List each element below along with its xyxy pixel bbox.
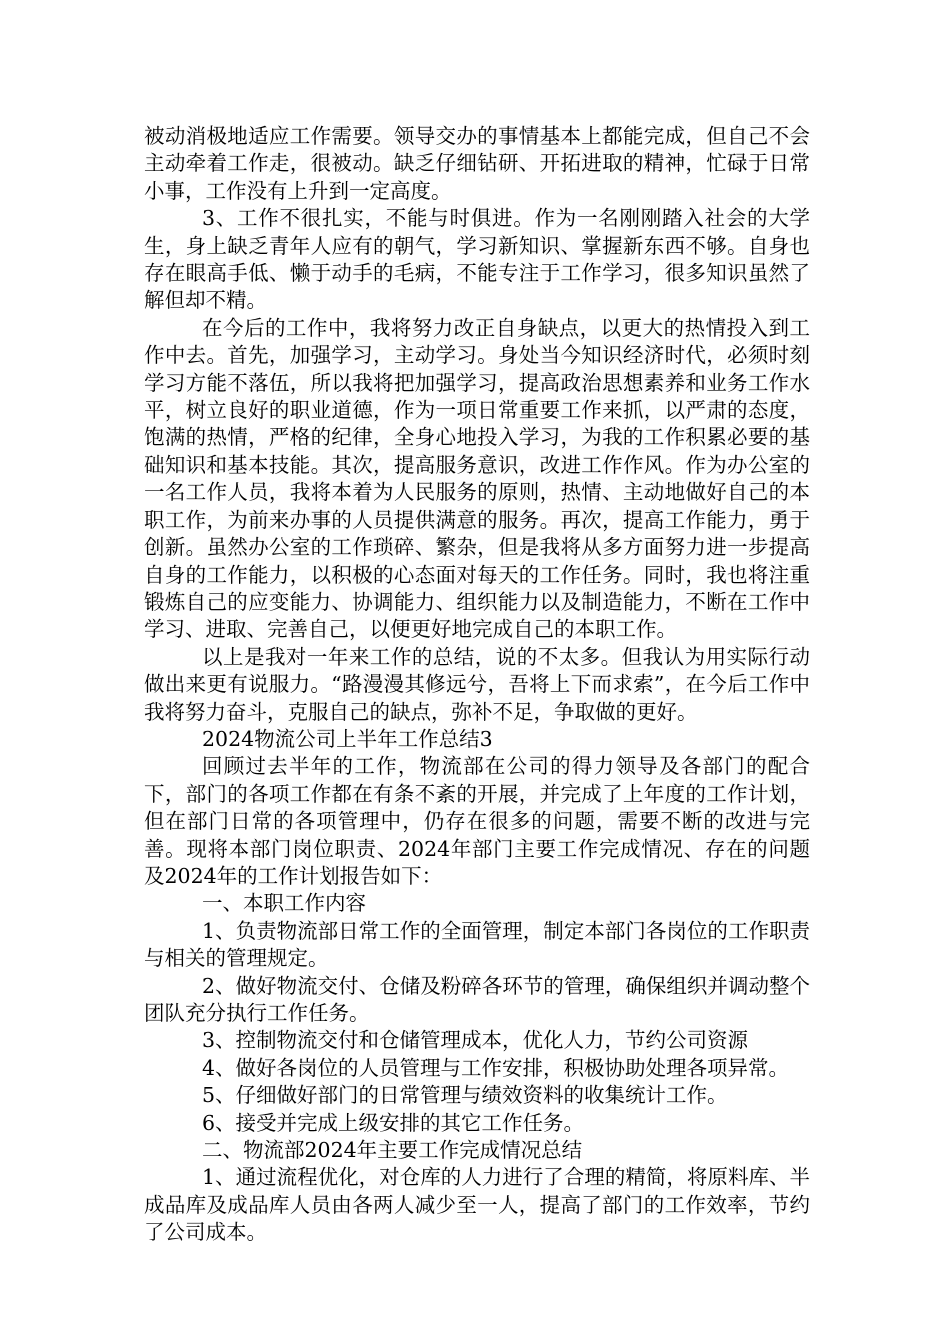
document-body [144,123,810,1247]
list-item-1: 1、负责物流部日常工作的全面管理，制定本部门各岗位的工作职责与相关的管理规定。 [144,918,810,971]
list-item-4: 4、做好各岗位的人员管理与工作安排，积极协助处理各项异常。 [202,1055,790,1080]
paragraph-1: 被动消极地适应工作需要。领导交办的事情基本上都能完成，但自己不会主动牵着工作走，很被动。缺乏仔细钻研、开拓进取的精神，忙碌于日常小事，工作没有上升到一定高度。 [144,124,810,203]
paragraph-6: 回顾过去半年的工作，物流部在公司的得力领导及各部门的配合下，部门的各项工作都在有条不紊的开展，并完成了上年度的工作计划，但在部门日常的各项管理中，仍存在很多的问题，需要不断的改进与完善。现将本部门岗位职责、2024年部门主要工作完成情况、存在的问题及2024年的工作计划报告如下： [144,754,810,888]
subheading-work-summary: 二、物流部2024年主要工作完成情况总结 [202,1138,583,1163]
subheading-job-content: 一、本职工作内容 [202,891,366,916]
list-item-3: 3、控制物流交付和仓储管理成本，优化人力，节约公司资源 [202,1028,749,1053]
paragraph-2: 3、工作不很扎实，不能与时俱进。作为一名刚刚踏入社会的大学生，身上缺乏青年人应有的朝气，学习新知识、掌握新东西不够。自身也存在眼高手低、懒于动手的毛病，不能专注于工作学习，很多知识虽然了解但却不精。 [144,206,810,313]
section-heading-3: 2024物流公司上半年工作总结3 [202,726,493,751]
paragraph-4: 以上是我对一年来工作的总结，说的不太多。但我认为用实际行动做出来更有说服力。“路漫漫其修远兮，吾将上下而求索”，在今后工作中我将努力奋斗，克服自己的缺点，弥补不足，争取做的更好。 [144,644,810,724]
paragraph-3: 在今后的工作中，我将努力改正自身缺点，以更大的热情投入到工作中去。首先，加强学习，主动学习。身处当今知识经济时代，必须时刻学习方能不落伍，所以我将把加强学习，提高政治思想素养和业务工作水平，树立良好的职业道德，作为一项日常重要工作来抓，以严肃的态度，饱满的热情，严格的纪律，全身心地投入学习，为我的工作积累必要的基础知识和基本技能。其次，提高服务意识，改进工作作风。作为办公室的一名工作人员，我将本着为人民服务的原则，热情、主动地做好自己的本职工作，为前来办事的人员提供满意的服务。再次，提高工作能力，勇于创新。虽然办公室的工作琐碎、繁杂，但是我将从多方面努力进一步提高自身的工作能力，以积极的心态面对每天的工作任务。同时，我也将注重锻炼自己的应变能力、协调能力、组织能力以及制造能力，不断在工作中学习、进取、完善自己，以便更好地完成自己的本职工作。 [144,315,810,642]
list-item-2: 2、做好物流交付、仓储及粉碎各环节的管理，确保组织并调动整个团队充分执行工作任务。 [144,973,810,1025]
summary-item-1: 1、通过流程优化，对仓库的人力进行了合理的精简，将原料库、半成品库及成品库人员由各两人减少至一人，提高了部门的工作效率，节约了公司成本。 [144,1165,810,1245]
list-item-6: 6、接受并完成上级安排的其它工作任务。 [202,1110,585,1135]
list-item-5: 5、仔细做好部门的日常管理与绩效资料的收集统计工作。 [202,1083,728,1108]
